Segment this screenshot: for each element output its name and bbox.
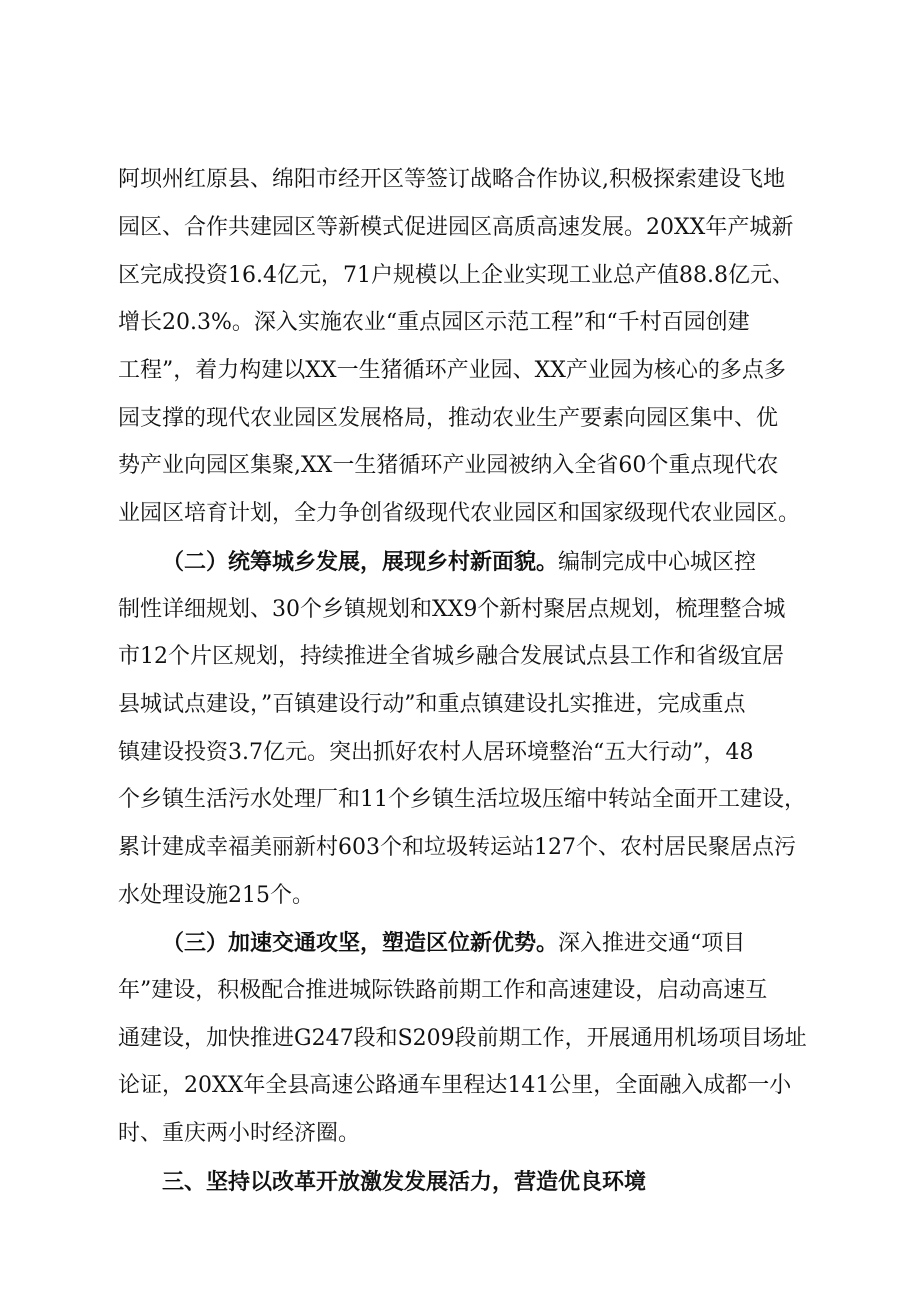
paragraph-line: 个乡镇生活污水处理厂和11个乡镇生活垃圾压缩中转站全面开工建设， <box>118 787 806 812</box>
section-3-heading: （三）加速交通攻坚，塑造区位新优势。 <box>162 930 559 956</box>
paragraph-line: 镇建设投资3.7亿元。突出抓好农村人居环境整治“五大行动”，48 <box>118 740 754 765</box>
section-2-first-line <box>162 542 808 582</box>
paragraph-line: 工程”，着力构建以XX一生猪循环产业园、XX产业园为核心的多点多 <box>118 358 786 383</box>
paragraph-line: 园区、合作共建园区等新模式促进园区高质高速发展。20XX年产城新 <box>118 215 794 240</box>
paragraph-line: 增长20.3%。深入实施农业“重点园区示范工程”和“千村百园创建 <box>118 310 750 335</box>
paragraph-line: 论证，20XX年全县高速公路通车里程达141公里，全面融入成都一小 <box>118 1073 792 1098</box>
section-3-text: 深入推进交通“项目 <box>558 931 746 956</box>
paragraph-line: 区完成投资16.4亿元，71户规模以上企业实现工业总产值88.8亿元、 <box>118 263 794 288</box>
paragraph-line: 县城试点建设，”百镇建设行动”和重点镇建设扎实推进，完成重点 <box>118 692 746 717</box>
paragraph-line: 时、重庆两小时经济圈。 <box>118 1121 361 1146</box>
paragraph-line: 累计建成幸福美丽新村603个和垃圾转运站127个、农村居民聚居点污 <box>118 835 796 860</box>
paragraph-line: 年”建设，积极配合推进城际铁路前期工作和高速建设，启动高速互 <box>118 978 768 1003</box>
section-2-heading: （二）统筹城乡发展，展现乡村新面貌。 <box>162 549 559 575</box>
paragraph-line: 市12个片区规划，持续推进全省城乡融合发展试点县工作和省级宜居 <box>118 644 784 669</box>
section-2-text: 编制完成中心城区控 <box>558 550 757 575</box>
paragraph-line: 制性详细规划、30个乡镇规划和XX9个新村聚居点规划，梳理整合城 <box>118 597 786 622</box>
paragraph-line: 业园区培育计划，全力争创省级现代农业园区和国家级现代农业园区。 <box>118 501 801 526</box>
paragraph-line: 势产业向园区集聚,XX一生猪循环产业园被纳入全省60个重点现代农 <box>118 453 779 478</box>
paragraph-line: 园支撑的现代农业园区发展格局，推动农业生产要素向园区集中、优 <box>118 406 779 431</box>
paragraph-line: 阿坝州红原县、绵阳市经开区等签订战略合作协议,积极探索建设飞地 <box>118 167 785 192</box>
section-title: 三、坚持以改革开放激发发展活力，营造优良环境 <box>162 1169 647 1195</box>
section-3-first-line <box>162 923 808 963</box>
paragraph-line: 水处理设施215个。 <box>118 883 314 908</box>
paragraph-line: 通建设，加快推进G247段和S209段前期工作，开展通用机场项目场址 <box>118 1026 807 1051</box>
